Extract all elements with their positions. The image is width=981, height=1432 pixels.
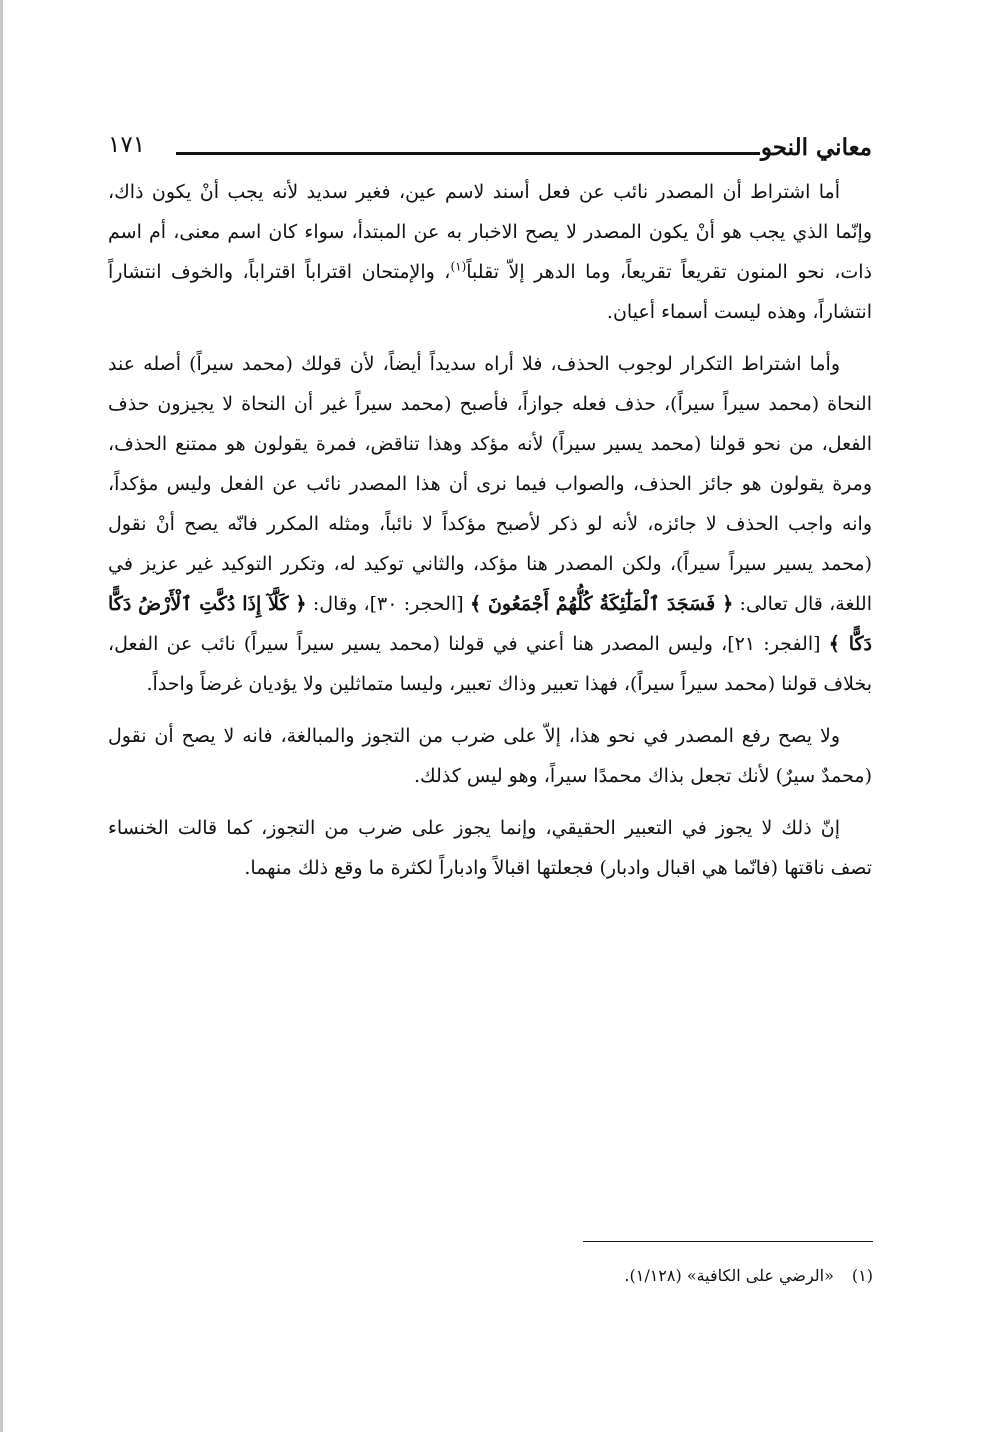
paragraph-2 [108, 344, 872, 704]
paragraph-1 [108, 172, 872, 332]
paragraph-3: ولا يصح رفع المصدر في نحو هذا، إلاّ على ضرب من التجوز والمبالغة، فانه لا يصح أن نقول (محمدٌ سيرٌ) لأنك تجعل بذاك محمدًا سيراً، وهو ليس كذلك. [108, 725, 872, 787]
paragraph-4: إنّ ذلك لا يجوز في التعبير الحقيقي، وإنما يجوز على ضرب من التجوز، كما قالت الخنساء تصف ناقتها (فانّما هي اقبال وادبار) فجعلتها اقبالاً وادباراً لكثرة ما وقع ذلك منهما. [108, 817, 872, 879]
quran-verse-fajr: ﴿ كَلَّآ إِذَا دُكَّتِ ٱلْأَرْضُ دَكًّا دَكًّا ﴾ [108, 593, 872, 655]
paragraph-2-citation: [الحجر: ٣٠]، وقال: [306, 593, 470, 615]
quran-verse-hijr: ﴿ فَسَجَدَ ٱلْمَلَٰٓئِكَةُ كُلُّهُمْ أَجْمَعُونَ ﴾ [469, 593, 734, 615]
paragraph-2-text: وأما اشتراط التكرار لوجوب الحذف، فلا أراه سديداً أيضاً، لأن قولك (محمد سيراً) أصله عند النحاة (محمد سيراً سيراً)، حذف فعله جوازاً، فأصبح (محمد سيراً غير أن النحاة لا يجيزون حذف الفعل، من نحو قولنا (محمد يسير سيراً) لأنه مؤكد وهذا تناقض، فمرة يقولون هو ممتنع الحذف، ومرة يقولون هو جائز الحذف، والصواب فيما نرى أن هذا المصدر نائب عن الفعل وليس مؤكداً، وانه واجب الحذف لا جائزه، لأنه لو ذكر لأصبح مؤكداً لا نائباً، ومثله المكرر فانّه يصح أنْ نقول (محمد يسير سيراً سيراً)، ولكن المصدر هنا مؤكد، والثاني توكيد له، وتكرر التوكيد غير عزيز في اللغة، قال تعالى: [108, 353, 872, 615]
footnote-text: «الرضي على الكافية» (١/١٢٨). [624, 1266, 834, 1285]
paragraph-2-continuation: [الفجر: ٢١]، وليس المصدر هنا أعني في قولنا (محمد يسير سيراً سيراً) نائب عن الفعل، بخلاف قولنا (محمد سيراً سيراً)، فهذا تعبير وذاك تعبير، وليسا متماثلين ولا يؤديان غرضاً واحداً. [108, 633, 872, 695]
running-title: معاني النحو [760, 134, 872, 161]
page-number: ١٧١ [108, 132, 146, 158]
page-header [108, 128, 872, 168]
footnote-number: (١) [851, 1266, 873, 1285]
footnote-reference: (١) [450, 259, 467, 274]
paragraph-1-text: أما اشتراط أن المصدر نائب عن فعل أسند لاسم عين، فغير سديد لأنه يجب أنْ يكون ذاك، وإنّما الذي يجب هو أنْ يكون المصدر لا يصح الاخبار به عن المبتدأ، سواء كان اسم معنى، أم اسم ذات، نحو المنون تقريعاً تقريعاً، وما الدهر إلاّ تقلباً [108, 181, 872, 283]
footnote [109, 1262, 873, 1290]
scan-edge [0, 0, 3, 1432]
page-body [108, 172, 872, 888]
paragraph-1-continuation: ، والإمتحان اقتراباً اقتراباً، والخوف انتشاراً انتشاراً، وهذه ليست أسماء أعيان. [108, 261, 872, 323]
header-rule [176, 152, 760, 155]
footnote-rule [583, 1241, 873, 1242]
